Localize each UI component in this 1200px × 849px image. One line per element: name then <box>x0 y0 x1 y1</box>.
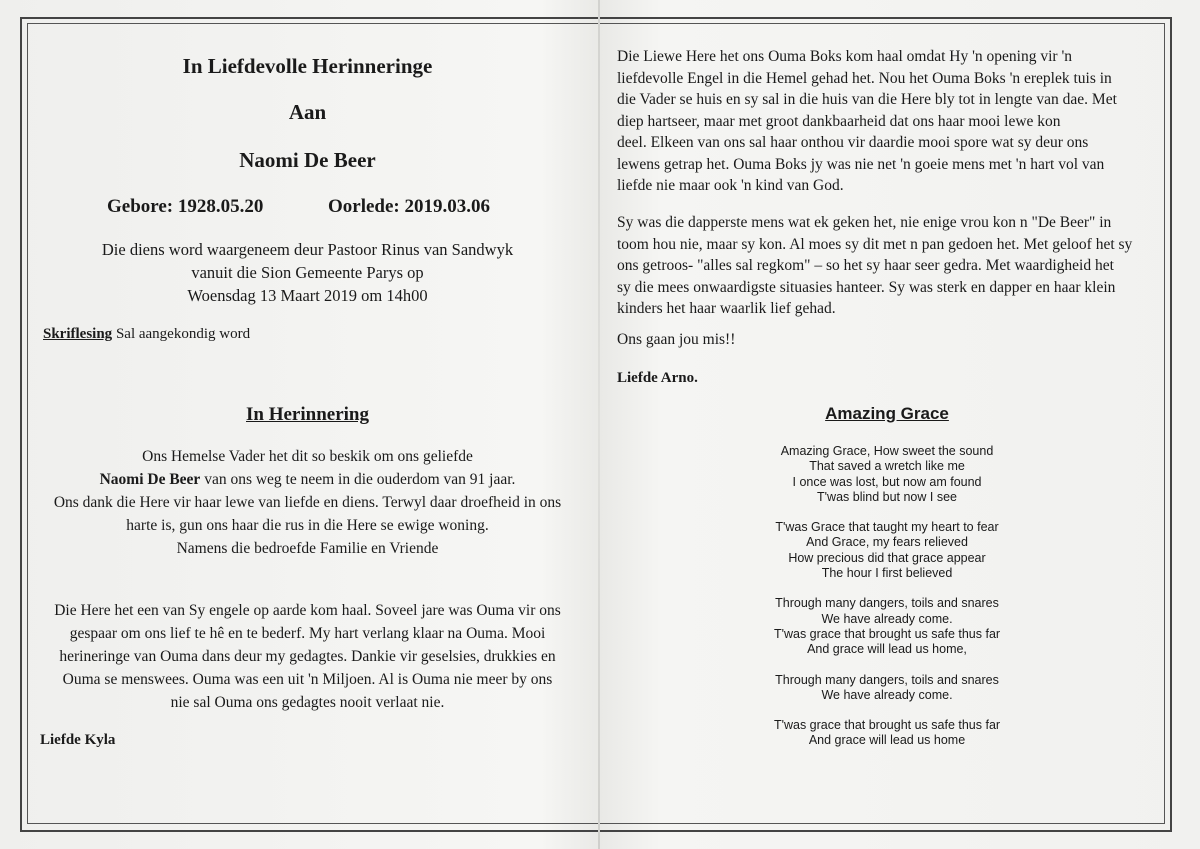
page-fold <box>598 0 600 849</box>
arno-line: die Vader se huis en sy sal in die huis van die Here bly tot in lengte van dae. Met <box>617 91 1117 108</box>
kyla-signature: Liefde Kyla <box>40 732 116 748</box>
arno-line: liefdevolle Engel in die Hemel gehad het. Nou het Ouma Boks 'n ereplek tuis in <box>617 69 1112 87</box>
kyla-message <box>40 599 575 714</box>
hymn-line: T'was grace that brought us safe thus far <box>773 718 1001 733</box>
arno-line: sy die mees onwaardigste situasies hanteer. Sy was sterk en dapper en haar klein <box>617 278 1116 296</box>
hymn-line: T'was grace that brought us safe thus far <box>773 626 1001 641</box>
kyla-line: nie sal Ouma ons gedagtes nooit verlaat nie. <box>170 694 445 711</box>
hymn-line: And Grace, my fears relieved <box>806 535 968 550</box>
hymn-line: T'was Grace that taught my heart to fear <box>775 520 999 535</box>
scripture-reading <box>43 326 250 343</box>
arno-line: lewens getrap het. Ouma Boks jy was nie net 'n goeie mens met 'n hart vol van <box>617 155 1105 173</box>
hymn-stanza <box>617 596 1157 657</box>
scripture-label: Skriflesing <box>43 326 113 342</box>
memorial-title: In Liefdevolle Herinneringe <box>182 54 433 78</box>
arno-line: kinders het haar waarlik lief gehad. <box>617 300 836 317</box>
arno-line: diep hartseer, maar met groot dankbaarheid dat ons haar mooi lewe kon <box>617 112 1061 130</box>
hymn-line: We have already come. <box>821 611 953 626</box>
service-line: vanuit die Sion Gemeente Parys op <box>191 263 424 282</box>
hymn-line: How precious did that grace appear <box>788 550 986 565</box>
hymn-line: Through many dangers, toils and snares <box>775 596 999 611</box>
arno-line: liefde nie maar ook 'n kind van God. <box>617 177 844 194</box>
hymn-line: T'was blind but now I see <box>817 489 957 504</box>
hymn-title: Amazing Grace <box>825 404 949 423</box>
hymn-stanza <box>617 718 1157 749</box>
kyla-line: herineringe van Ouma dans deur my gedagtes. Dankie vir geselsies, drukkies en <box>59 648 556 665</box>
arno-miss-you: Ons gaan jou mis!! <box>617 331 736 348</box>
memory-heading: In Herinnering <box>246 404 369 425</box>
arno-signature: Liefde Arno. <box>617 370 698 386</box>
hymn-line: We have already come. <box>821 687 953 702</box>
hymn-lyrics <box>617 444 1157 764</box>
memory-line: Ons dank die Here vir haar lewe van liefde en diens. Terwyl daar droefheid in ons <box>53 494 562 511</box>
scripture-text: Sal aangekondig word <box>112 326 251 342</box>
service-line: Woensdag 13 Maart 2019 om 14h00 <box>187 286 428 305</box>
arno-line: ons getroos- "alles sal regkom" – so het sy haar seer gedra. Met waardigheid het <box>617 257 1114 274</box>
arno-line: Sy was die dapperste mens wat ek geken het, nie enige vrou kon n "De Beer" in <box>617 214 1112 231</box>
hymn-line: The hour I first believed <box>821 566 953 581</box>
kyla-line: Ouma se menswees. Ouma was een uit 'n Miljoen. Al is Ouma nie meer by ons <box>62 671 553 688</box>
hymn-line: Through many dangers, toils and snares <box>775 672 999 687</box>
kyla-line: Die Here het een van Sy engele op aarde kom haal. Soveel jare was Ouma vir ons <box>54 602 561 619</box>
hymn-line: And grace will lead us home <box>808 733 966 748</box>
memory-line: Naomi De Beer van ons weg te neem in die ouderdom van 91 jaar. <box>99 471 516 488</box>
memory-line: Ons Hemelse Vader het dit so beskik om ons geliefde <box>142 448 473 465</box>
arno-line: toom hou nie, maar sy kon. Al moes sy dit met n pan gedoen het. Met geloof het sy <box>617 235 1133 253</box>
service-details <box>40 238 575 307</box>
death-date: Oorlede: 2019.03.06 <box>328 196 491 217</box>
hymn-line: And grace will lead us home, <box>807 642 967 657</box>
birth-date: Gebore: 1928.05.20 <box>107 196 264 217</box>
arno-paragraph-2 <box>617 212 1147 320</box>
memory-family: Namens die bedroefde Familie en Vriende <box>176 540 439 557</box>
service-line: Die diens word waargeneem deur Pastoor Rinus van Sandwyk <box>101 240 514 259</box>
hymn-line: That saved a wretch like me <box>809 459 965 474</box>
memory-line: harte is, gun ons haar die rus in die Here se ewige woning. <box>126 517 489 534</box>
memorial-to: Aan <box>288 100 327 124</box>
hymn-stanza <box>617 444 1157 505</box>
kyla-line: gespaar om ons lief te hê en te bederf. My hart verlang klaar na Ouma. Mooi <box>69 625 546 642</box>
arno-paragraph-1 <box>617 46 1147 197</box>
hymn-stanza <box>617 520 1157 581</box>
hymn-line: I once was lost, but now am found <box>792 474 982 489</box>
memory-name: Naomi De Beer <box>99 471 201 488</box>
memory-text <box>40 445 575 537</box>
hymn-stanza <box>617 673 1157 704</box>
hymn-line: Amazing Grace, How sweet the sound <box>780 444 994 458</box>
arno-line: Die Liewe Here het ons Ouma Boks kom haal omdat Hy 'n opening vir 'n <box>617 48 1072 65</box>
deceased-name: Naomi De Beer <box>239 148 376 172</box>
arno-line: deel. Elkeen van ons sal haar onthou vir daardie mooi spore wat sy deur ons <box>617 134 1089 151</box>
